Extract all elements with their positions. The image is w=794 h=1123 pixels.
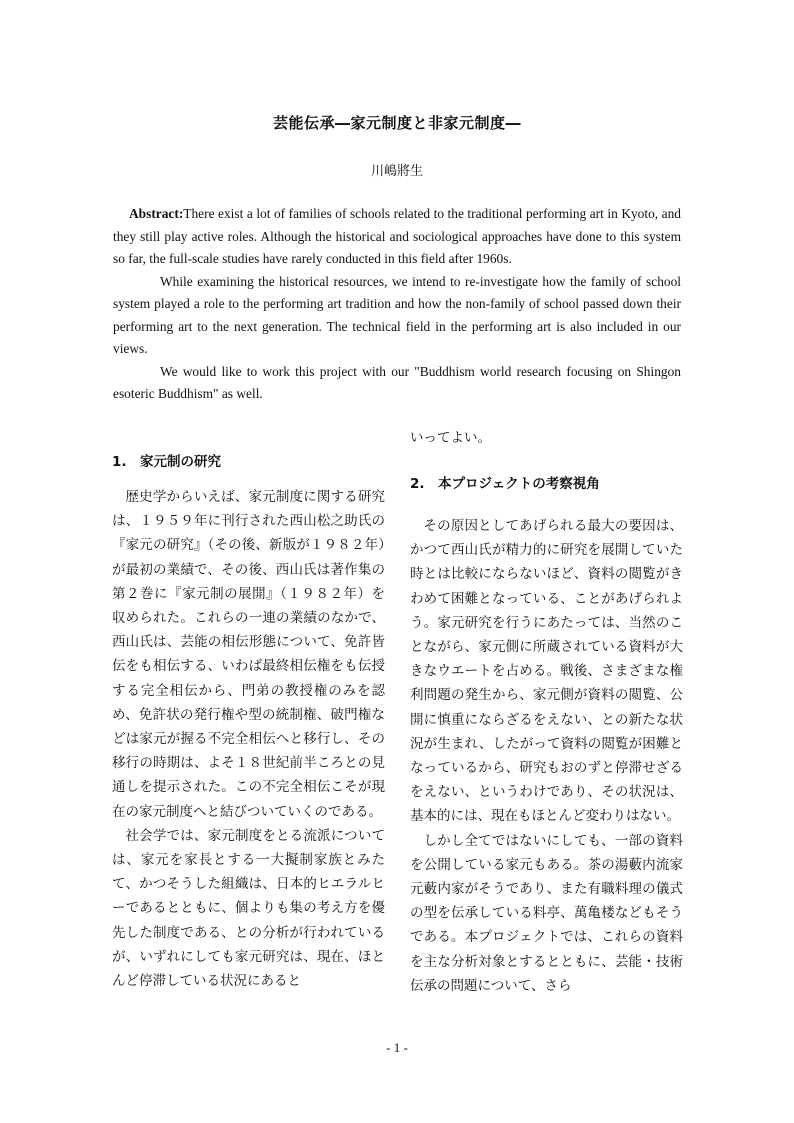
section-1-paragraph-1: 歴史学からいえば、家元制度に関する研究は、１９５９年に刊行された西山松之助氏の『家元の研究』（その後、新版が１９８２年）が最初の業績で、その後、西山氏は著作集の第２巻に『家元制の展開』（１９８２年）を収められた。これらの一連の業績のなかで、西山氏は、芸能の相伝形態について、免許皆伝をも相伝する、いわば最終相伝権をも伝授する完全相伝から、門弟の教授権のみを認め、免許状の発行権や型の統制権、破門権などは家元が握る不完全相伝へと移行し、その移行の時期は、よそ１８世紀前半ころとの見通しを提示された。この不完全相伝こそが現在の家元制度へと結びついていくのである。 bbox=[112, 489, 385, 820]
right-column bbox=[410, 514, 683, 998]
paper-title: 芸能伝承―家元制度と非家元制度― bbox=[272, 114, 521, 132]
section-2-paragraph-2: しかし全てではないにしても、一部の資料を公開している家元もある。茶の湯藪内流家元藪内家がそうであり、また有職料理の儀式の型を伝承している料亭、萬亀楼などもそうである。本プロジェクトでは、これらの資料を主な分析対象とするとともに、芸能・技術伝承の問題について、さら bbox=[410, 832, 683, 994]
author-name: 川嶋將生 bbox=[370, 164, 423, 179]
section-1-paragraph-2: 社会学では、家元制度をとる流派については、家元を家長とする一大擬制家族とみたて、かつそうした組織は、日本的ヒエラルヒーであるとともに、個よりも集の考え方を優先した制度である、との分析が行われているが、いずれにしても家元研究は、現在、ほとんど停滞している状況にあると bbox=[112, 827, 385, 990]
abstract-text-1: There exist a lot of families of schools related to the traditional performing art in Kyoto, and they still play active roles. Although the historical and sociological approaches have done to this system so far, the full-scale studies have rarely conducted in this field after 1960s. bbox=[113, 206, 681, 266]
abstract-block bbox=[113, 203, 681, 406]
page-number: - 1 - bbox=[386, 1040, 408, 1055]
section-2-paragraph-1: その原因としてあげられる最大の要因は、かつて西山氏が精力的に研究を展開していた時とは比較にならないほど、資料の閲覧がきわめて困難となっている、ことがあげられよう。家元研究を行うにあたっては、当然のことながら、家元側に所蔵されている資料が大きなウエートを占める。戦後、さまざまな権利問題の発生から、家元側が資料の閲覧、公開に慎重にならざるをえない、との新たな状況が生まれ、したがって資料の閲覧が困難となっているから、研究もおのずと停滞せざるをえない、というわけであり、その状況は、基本的には、現在もほとんど変わりはない。 bbox=[410, 518, 683, 825]
left-column bbox=[112, 485, 385, 993]
section-1-continuation: いってよい。 bbox=[410, 430, 491, 446]
abstract-label: Abstract: bbox=[129, 206, 184, 221]
abstract-paragraph-2: While examining the historical resources, we intend to re-investigate how the family of school system played a role to the performing art tradition and how the non-family of school passed down their performing art to the next generation. The technical field in the performing art is also included in our views. bbox=[113, 273, 681, 356]
abstract-paragraph-1 bbox=[113, 203, 681, 271]
section-2-heading: 2. 本プロジェクトの考察視角 bbox=[410, 476, 600, 492]
section-1-heading: 1. 家元制の研究 bbox=[112, 454, 222, 470]
abstract-paragraph-3: We would like to work this project with our "Buddhism world research focusing on Shingon esoteric Buddhism" as well. bbox=[113, 363, 681, 401]
